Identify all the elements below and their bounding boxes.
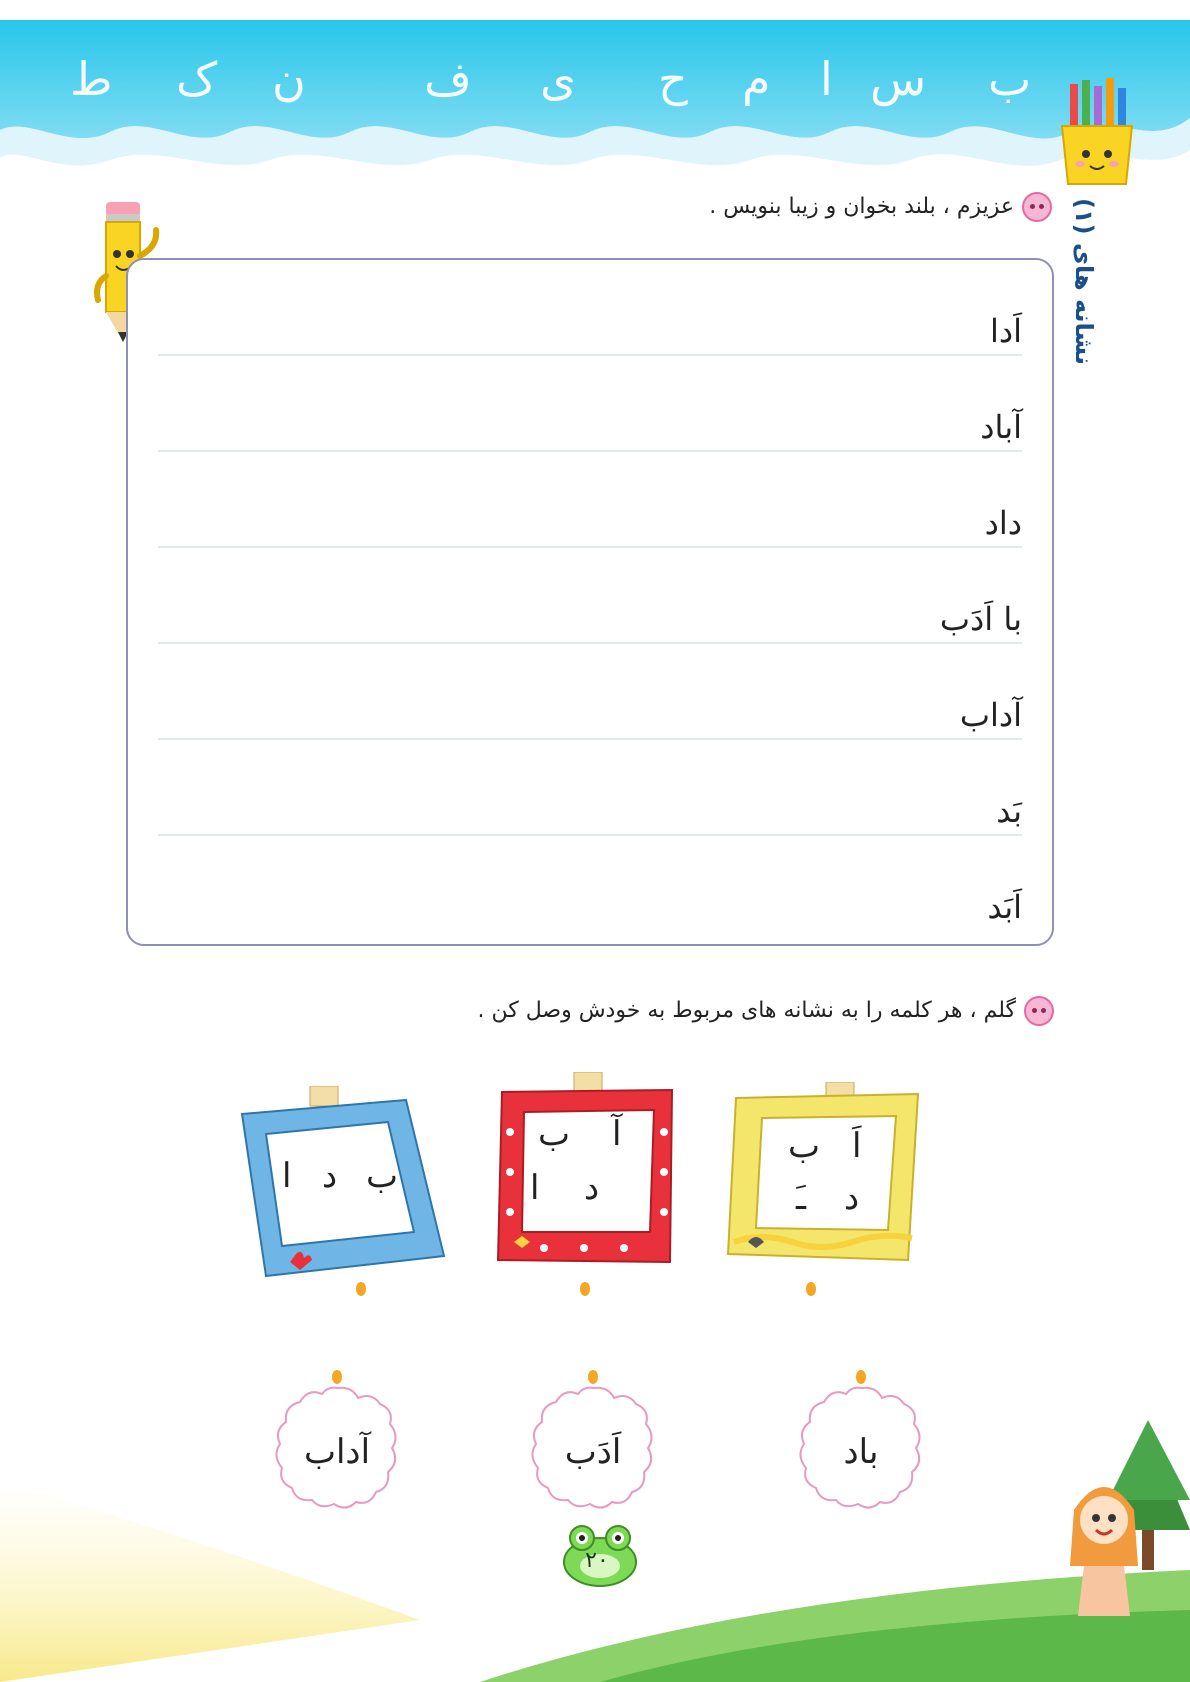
word-flower-3 [272,1382,402,1512]
sky-letter: ب [988,52,1032,106]
match-dot-top[interactable] [356,1282,366,1296]
sign-letter: ب [538,1114,571,1154]
flower-word: اَدَب [564,1432,622,1472]
writing-row [158,260,1022,356]
practice-word: اَدا [989,312,1022,350]
writing-practice-box [126,258,1054,946]
practice-word: داد [984,504,1022,542]
match-dot-bottom[interactable] [856,1370,866,1384]
writing-row [158,740,1022,836]
exercise1-instruction-text: عزیزم ، بلند بخوان و زیبا بنویس . [709,194,1014,219]
writing-row [158,836,1022,932]
sign-letter: اَ [852,1126,862,1166]
practice-word: بَد [996,792,1022,830]
sign-frame-2 [494,1072,680,1268]
sign-letter: ب [366,1156,399,1196]
sign-letter: ب [788,1126,821,1166]
sky-letter: م [742,52,771,106]
exercise2-instruction [478,996,1054,1026]
sky-letter: ا [820,52,833,106]
practice-word: آداب [959,696,1022,734]
sky-letter: ک [176,52,218,106]
girl-character-icon [1054,1470,1154,1620]
sign-letter: ا [530,1168,540,1208]
sign-letter: د [584,1168,600,1208]
exercise1-instruction [709,192,1052,222]
sign-letter: ا [282,1156,292,1196]
word-flower-2 [528,1382,658,1512]
sky-letter: ی [540,52,577,106]
practice-word: آباد [980,408,1022,446]
sign-frame-3 [238,1086,448,1282]
sign-letter: آ [612,1114,622,1154]
smiley-bullet-icon [1024,996,1054,1026]
sky-letter: س [870,52,927,106]
flower-word: باد [843,1432,879,1472]
frame-yellow-icon [722,1082,926,1268]
practice-word: با اَدَب [939,600,1022,638]
page-number: ۲۰ [585,1548,609,1573]
sky-letter: ف [424,52,472,106]
match-dot-bottom[interactable] [588,1370,598,1384]
sky-letter: ن [272,52,306,106]
sign-letter: د [322,1156,338,1196]
writing-row [158,644,1022,740]
writing-row [158,452,1022,548]
pencil-cup-icon [1052,78,1142,188]
lesson-side-title: نشانه های (۱) [1070,198,1098,365]
match-dot-top[interactable] [580,1282,590,1296]
sign-letter: ـَ [796,1178,806,1218]
smiley-bullet-icon [1022,192,1052,222]
writing-line[interactable] [158,930,1022,932]
frame-blue-icon [238,1086,448,1282]
exercise2-instruction-text: گلم ، هر کلمه را به نشانه های مربوط به خودش وصل کن . [477,998,1016,1023]
word-flower-1 [796,1382,926,1512]
flower-word: آداب [303,1432,371,1472]
sky-letter: ط [70,52,113,106]
practice-word: اَبَد [987,888,1022,926]
writing-row [158,548,1022,644]
match-dot-top[interactable] [806,1282,816,1296]
writing-row [158,356,1022,452]
sky-letter: ح [658,52,688,106]
match-dot-bottom[interactable] [332,1370,342,1384]
sign-frame-1 [722,1082,926,1268]
sign-letter: د [844,1178,860,1218]
